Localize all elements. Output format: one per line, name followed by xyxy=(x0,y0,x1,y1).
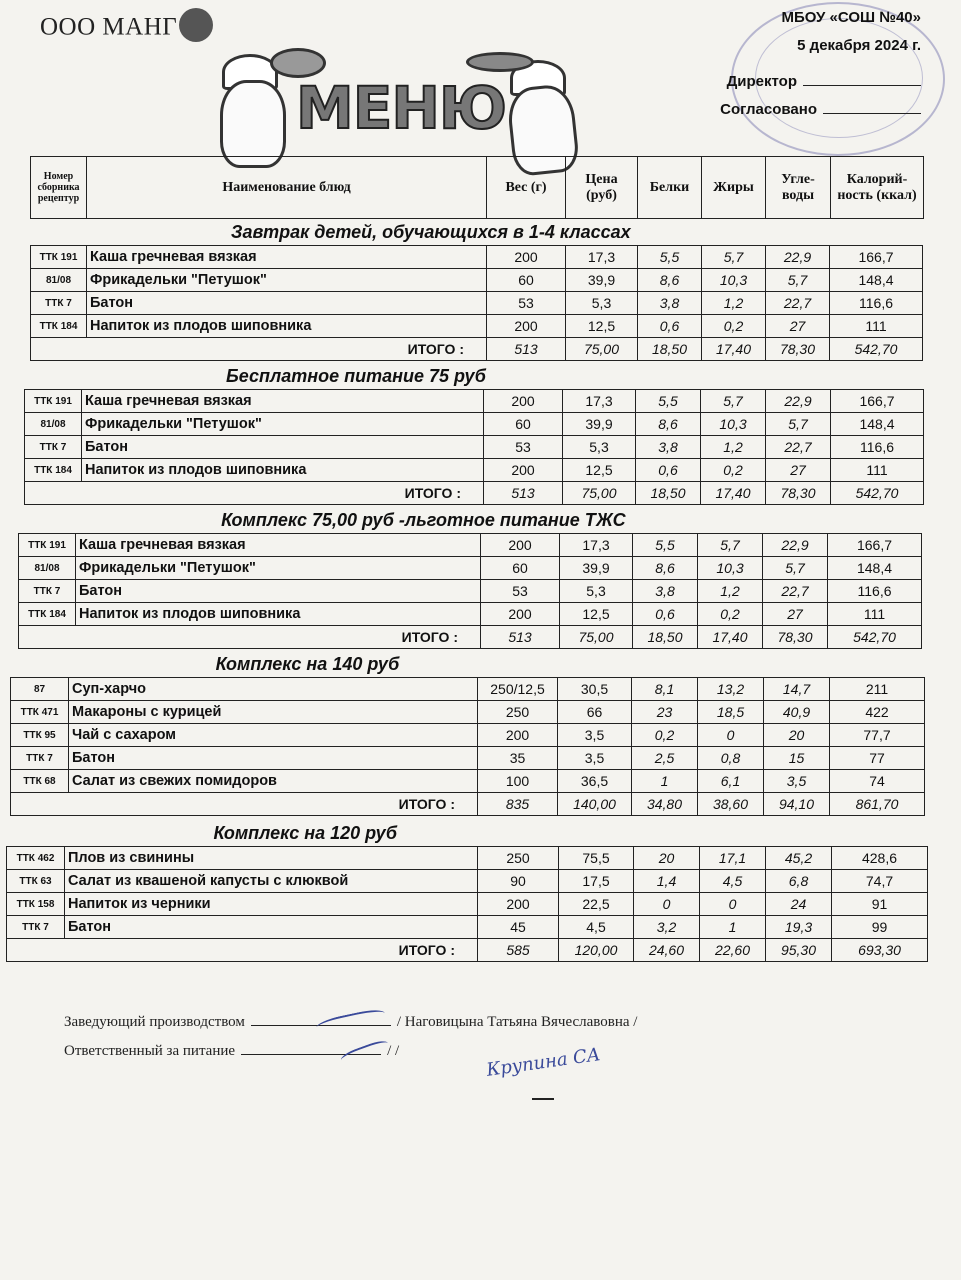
total-weight: 835 xyxy=(478,793,558,816)
recipe-code: ТТК 184 xyxy=(25,459,82,482)
dish-protein: 3,8 xyxy=(633,580,698,603)
dish-fat: 0 xyxy=(698,724,764,747)
dish-price: 17,3 xyxy=(563,390,636,413)
dish-protein: 23 xyxy=(632,701,698,724)
recipe-code: ТТК 191 xyxy=(19,534,76,557)
total-label: ИТОГО : xyxy=(19,626,481,649)
dish-fat: 1,2 xyxy=(702,292,766,315)
recipe-code: ТТК 184 xyxy=(19,603,76,626)
dish-carbs: 20 xyxy=(764,724,830,747)
dish-carbs: 22,7 xyxy=(766,436,831,459)
dish-price: 12,5 xyxy=(563,459,636,482)
section-title: Комплекс на 140 руб xyxy=(215,654,400,674)
dish-fat: 6,1 xyxy=(698,770,764,793)
dish-price: 5,3 xyxy=(566,292,638,315)
dish-protein: 8,6 xyxy=(633,557,698,580)
dish-carbs: 19,3 xyxy=(766,916,832,939)
dish-carbs: 27 xyxy=(763,603,828,626)
recipe-code: ТТК 462 xyxy=(7,847,65,870)
dish-name: Макароны с курицей xyxy=(69,701,478,724)
dish-name: Каша гречневая вязкая xyxy=(87,246,487,269)
dish-carbs: 27 xyxy=(766,459,831,482)
dish-price: 3,5 xyxy=(558,724,632,747)
table-row xyxy=(11,724,925,747)
total-price: 75,00 xyxy=(560,626,633,649)
dish-fat: 5,7 xyxy=(702,246,766,269)
total-protein: 24,60 xyxy=(634,939,700,962)
dish-kcal: 166,7 xyxy=(830,246,923,269)
director-row xyxy=(720,68,921,96)
dish-carbs: 45,2 xyxy=(766,847,832,870)
dish-name: Фрикадельки "Петушок" xyxy=(76,557,481,580)
dish-protein: 5,5 xyxy=(633,534,698,557)
approval-block xyxy=(720,4,921,124)
total-price: 75,00 xyxy=(566,338,638,361)
table-row xyxy=(7,916,928,939)
dish-fat: 10,3 xyxy=(702,269,766,292)
total-kcal: 693,30 xyxy=(832,939,928,962)
dish-carbs: 5,7 xyxy=(766,413,831,436)
total-label: ИТОГО : xyxy=(25,482,484,505)
col-carbs: Угле-воды xyxy=(766,157,831,219)
dish-fat: 4,5 xyxy=(700,870,766,893)
dish-name: Напиток из плодов шиповника xyxy=(87,315,487,338)
dish-weight: 35 xyxy=(478,747,558,770)
dish-fat: 0,2 xyxy=(701,459,766,482)
dish-weight: 60 xyxy=(487,269,566,292)
total-kcal: 542,70 xyxy=(831,482,924,505)
dish-name: Батон xyxy=(82,436,484,459)
recipe-code: 81/08 xyxy=(25,413,82,436)
col-name: Наименование блюд xyxy=(87,157,487,219)
dish-kcal: 77,7 xyxy=(830,724,925,747)
total-fat: 17,40 xyxy=(702,338,766,361)
dish-weight: 45 xyxy=(478,916,559,939)
dish-carbs: 27 xyxy=(766,315,830,338)
total-carbs: 94,10 xyxy=(764,793,830,816)
dish-price: 39,9 xyxy=(566,269,638,292)
col-fat: Жиры xyxy=(702,157,766,219)
total-weight: 513 xyxy=(481,626,560,649)
responsible-name: / / xyxy=(387,1043,400,1059)
dish-weight: 200 xyxy=(478,893,559,916)
table-row xyxy=(31,315,923,338)
dish-name: Салат из квашеной капусты с клюквой xyxy=(65,870,478,893)
dish-price: 17,3 xyxy=(560,534,633,557)
dish-kcal: 116,6 xyxy=(828,580,922,603)
table-row xyxy=(7,893,928,916)
total-row xyxy=(7,939,928,962)
total-carbs: 78,30 xyxy=(766,338,830,361)
table-row xyxy=(19,580,922,603)
dish-price: 66 xyxy=(558,701,632,724)
total-kcal: 861,70 xyxy=(830,793,925,816)
recipe-code: ТТК 7 xyxy=(19,580,76,603)
total-row xyxy=(31,338,923,361)
dish-carbs: 40,9 xyxy=(764,701,830,724)
col-weight: Вес (г) xyxy=(487,157,566,219)
total-carbs: 78,30 xyxy=(763,626,828,649)
dish-kcal: 91 xyxy=(832,893,928,916)
dish-protein: 8,6 xyxy=(636,413,701,436)
production-label: Заведующий производством xyxy=(64,1014,245,1030)
recipe-code: ТТК 191 xyxy=(25,390,82,413)
table-row xyxy=(25,436,924,459)
dish-fat: 17,1 xyxy=(700,847,766,870)
dish-kcal: 422 xyxy=(830,701,925,724)
dish-carbs: 6,8 xyxy=(766,870,832,893)
dish-protein: 0 xyxy=(634,893,700,916)
section-table xyxy=(10,677,925,816)
dish-fat: 1,2 xyxy=(698,580,763,603)
dish-carbs: 22,9 xyxy=(763,534,828,557)
total-label: ИТОГО : xyxy=(7,939,478,962)
dish-carbs: 14,7 xyxy=(764,678,830,701)
total-kcal: 542,70 xyxy=(828,626,922,649)
dish-name: Чай с сахаром xyxy=(69,724,478,747)
dish-kcal: 166,7 xyxy=(828,534,922,557)
dish-fat: 1 xyxy=(700,916,766,939)
dish-protein: 3,8 xyxy=(636,436,701,459)
dish-kcal: 148,4 xyxy=(830,269,923,292)
dish-price: 5,3 xyxy=(560,580,633,603)
agreed-signature-line xyxy=(823,113,921,114)
section-title: Бесплатное питание 75 руб xyxy=(226,366,486,386)
dish-name: Плов из свинины xyxy=(65,847,478,870)
dish-kcal: 148,4 xyxy=(828,557,922,580)
director-label: Директор xyxy=(726,73,797,90)
dish-kcal: 116,6 xyxy=(830,292,923,315)
dish-name: Салат из свежих помидоров xyxy=(69,770,478,793)
dish-protein: 0,6 xyxy=(638,315,702,338)
table-row xyxy=(19,603,922,626)
handwritten-note: Крупина СА xyxy=(485,1044,602,1081)
dish-carbs: 22,9 xyxy=(766,246,830,269)
section-table xyxy=(18,533,922,649)
menu-title: МЕНЮ xyxy=(296,74,506,142)
recipe-code: 81/08 xyxy=(31,269,87,292)
dish-carbs: 5,7 xyxy=(763,557,828,580)
dish-protein: 8,1 xyxy=(632,678,698,701)
recipe-code: ТТК 68 xyxy=(11,770,69,793)
school-name: МБОУ «СОШ №40» xyxy=(781,9,921,26)
total-label: ИТОГО : xyxy=(31,338,487,361)
dish-name: Батон xyxy=(69,747,478,770)
director-signature-line xyxy=(803,85,921,86)
dish-name: Каша гречневая вязкая xyxy=(82,390,484,413)
dish-fat: 10,3 xyxy=(698,557,763,580)
dish-protein: 5,5 xyxy=(636,390,701,413)
col-kcal: Калорий-ность (ккал) xyxy=(831,157,924,219)
dish-protein: 8,6 xyxy=(638,269,702,292)
dish-name: Напиток из плодов шиповника xyxy=(82,459,484,482)
dish-carbs: 5,7 xyxy=(766,269,830,292)
dish-fat: 5,7 xyxy=(701,390,766,413)
recipe-code: ТТК 95 xyxy=(11,724,69,747)
dish-name: Каша гречневая вязкая xyxy=(76,534,481,557)
dish-name: Батон xyxy=(87,292,487,315)
dish-weight: 53 xyxy=(487,292,566,315)
recipe-code: ТТК 7 xyxy=(31,292,87,315)
dish-price: 39,9 xyxy=(560,557,633,580)
table-row xyxy=(25,390,924,413)
recipe-code: 81/08 xyxy=(19,557,76,580)
section-title: Комплекс 75,00 руб -льготное питание ТЖС xyxy=(221,510,626,530)
dish-name: Батон xyxy=(76,580,481,603)
recipe-code: ТТК 7 xyxy=(7,916,65,939)
dish-weight: 53 xyxy=(481,580,560,603)
dish-weight: 200 xyxy=(481,603,560,626)
recipe-code: 87 xyxy=(11,678,69,701)
dish-weight: 200 xyxy=(487,246,566,269)
dish-fat: 10,3 xyxy=(701,413,766,436)
dish-weight: 53 xyxy=(484,436,563,459)
dash-mark xyxy=(532,1098,554,1100)
recipe-code: ТТК 471 xyxy=(11,701,69,724)
dish-price: 36,5 xyxy=(558,770,632,793)
dish-fat: 5,7 xyxy=(698,534,763,557)
dish-fat: 0,2 xyxy=(702,315,766,338)
dish-price: 3,5 xyxy=(558,747,632,770)
dish-weight: 200 xyxy=(484,459,563,482)
pizza-icon xyxy=(466,52,534,72)
dish-price: 5,3 xyxy=(563,436,636,459)
dish-fat: 0 xyxy=(700,893,766,916)
dish-fat: 0,8 xyxy=(698,747,764,770)
dish-protein: 0,2 xyxy=(632,724,698,747)
recipe-code: ТТК 158 xyxy=(7,893,65,916)
recipe-code: ТТК 7 xyxy=(11,747,69,770)
dish-name: Фрикадельки "Петушок" xyxy=(82,413,484,436)
recipe-code: ТТК 7 xyxy=(25,436,82,459)
dish-name: Напиток из плодов шиповника xyxy=(76,603,481,626)
dish-weight: 100 xyxy=(478,770,558,793)
menu-header-table xyxy=(30,156,924,219)
dish-price: 75,5 xyxy=(559,847,634,870)
dish-protein: 0,6 xyxy=(636,459,701,482)
total-label: ИТОГО : xyxy=(11,793,478,816)
total-row xyxy=(25,482,924,505)
total-row xyxy=(19,626,922,649)
dish-protein: 3,8 xyxy=(638,292,702,315)
total-protein: 34,80 xyxy=(632,793,698,816)
dish-weight: 250 xyxy=(478,701,558,724)
dish-kcal: 111 xyxy=(831,459,924,482)
dish-kcal: 74,7 xyxy=(832,870,928,893)
table-row xyxy=(31,246,923,269)
dish-name: Суп-харчо xyxy=(69,678,478,701)
col-code: Номер сборника рецептур xyxy=(31,157,87,219)
dish-kcal: 99 xyxy=(832,916,928,939)
total-weight: 513 xyxy=(487,338,566,361)
table-row xyxy=(19,534,922,557)
dish-weight: 60 xyxy=(481,557,560,580)
agreed-label: Согласовано xyxy=(720,101,817,118)
table-row xyxy=(25,459,924,482)
section-table xyxy=(6,846,928,962)
total-fat: 17,40 xyxy=(701,482,766,505)
dish-weight: 60 xyxy=(484,413,563,436)
table-row xyxy=(7,870,928,893)
chef-left-icon xyxy=(220,80,286,168)
dish-weight: 200 xyxy=(484,390,563,413)
dish-price: 12,5 xyxy=(566,315,638,338)
recipe-code: ТТК 191 xyxy=(31,246,87,269)
total-fat: 38,60 xyxy=(698,793,764,816)
brand-mark-icon xyxy=(179,8,213,42)
total-weight: 513 xyxy=(484,482,563,505)
recipe-code: ТТК 63 xyxy=(7,870,65,893)
dish-name: Фрикадельки "Петушок" xyxy=(87,269,487,292)
total-price: 75,00 xyxy=(563,482,636,505)
dish-protein: 1 xyxy=(632,770,698,793)
dish-weight: 200 xyxy=(487,315,566,338)
dish-weight: 90 xyxy=(478,870,559,893)
total-fat: 17,40 xyxy=(698,626,763,649)
dish-fat: 18,5 xyxy=(698,701,764,724)
production-signature-icon xyxy=(315,1007,387,1037)
production-name: / Наговицына Татьяна Вячеславовна / xyxy=(396,1014,638,1030)
approval-date: 5 декабря 2024 г. xyxy=(797,37,921,54)
dish-kcal: 77 xyxy=(830,747,925,770)
dish-price: 39,9 xyxy=(563,413,636,436)
dish-carbs: 24 xyxy=(766,893,832,916)
table-row xyxy=(11,701,925,724)
section-table xyxy=(24,389,924,505)
brand-text: ООО МАНГ xyxy=(40,13,178,41)
total-carbs: 78,30 xyxy=(766,482,831,505)
dish-kcal: 166,7 xyxy=(831,390,924,413)
total-fat: 22,60 xyxy=(700,939,766,962)
col-price: Цена (руб) xyxy=(566,157,638,219)
total-weight: 585 xyxy=(478,939,559,962)
dish-carbs: 22,9 xyxy=(766,390,831,413)
dish-fat: 0,2 xyxy=(698,603,763,626)
dish-fat: 1,2 xyxy=(701,436,766,459)
dish-kcal: 428,6 xyxy=(832,847,928,870)
dish-price: 22,5 xyxy=(559,893,634,916)
dish-fat: 13,2 xyxy=(698,678,764,701)
dish-price: 17,5 xyxy=(559,870,634,893)
total-price: 140,00 xyxy=(558,793,632,816)
dish-weight: 250 xyxy=(478,847,559,870)
dish-carbs: 22,7 xyxy=(763,580,828,603)
dish-protein: 0,6 xyxy=(633,603,698,626)
table-row xyxy=(11,770,925,793)
table-row xyxy=(31,269,923,292)
table-row xyxy=(25,413,924,436)
section-title: Комплекс на 120 руб xyxy=(213,823,398,843)
responsible-label: Ответственный за питание xyxy=(64,1043,236,1059)
dish-kcal: 111 xyxy=(830,315,923,338)
table-row xyxy=(11,747,925,770)
dish-carbs: 3,5 xyxy=(764,770,830,793)
brand-logo xyxy=(40,12,213,46)
dish-name: Батон xyxy=(65,916,478,939)
total-kcal: 542,70 xyxy=(830,338,923,361)
dish-protein: 20 xyxy=(634,847,700,870)
dish-carbs: 15 xyxy=(764,747,830,770)
dish-name: Напиток из черники xyxy=(65,893,478,916)
table-row xyxy=(7,847,928,870)
dish-price: 30,5 xyxy=(558,678,632,701)
table-row xyxy=(11,678,925,701)
section-title: Завтрак детей, обучающихся в 1-4 классах xyxy=(230,222,631,242)
dish-kcal: 148,4 xyxy=(831,413,924,436)
table-row xyxy=(31,292,923,315)
dish-kcal: 111 xyxy=(828,603,922,626)
total-row xyxy=(11,793,925,816)
dish-protein: 1,4 xyxy=(634,870,700,893)
total-protein: 18,50 xyxy=(638,338,702,361)
dish-protein: 5,5 xyxy=(638,246,702,269)
total-carbs: 95,30 xyxy=(766,939,832,962)
dish-protein: 3,2 xyxy=(634,916,700,939)
dish-weight: 200 xyxy=(481,534,560,557)
agreed-row xyxy=(720,96,921,124)
dish-price: 4,5 xyxy=(559,916,634,939)
total-protein: 18,50 xyxy=(633,626,698,649)
dish-kcal: 116,6 xyxy=(831,436,924,459)
dish-carbs: 22,7 xyxy=(766,292,830,315)
total-price: 120,00 xyxy=(559,939,634,962)
dish-weight: 250/12,5 xyxy=(478,678,558,701)
col-protein: Белки xyxy=(638,157,702,219)
dish-weight: 200 xyxy=(478,724,558,747)
section-table xyxy=(30,245,923,361)
dish-price: 17,3 xyxy=(566,246,638,269)
recipe-code: ТТК 184 xyxy=(31,315,87,338)
dish-protein: 2,5 xyxy=(632,747,698,770)
table-row xyxy=(19,557,922,580)
dish-kcal: 74 xyxy=(830,770,925,793)
total-protein: 18,50 xyxy=(636,482,701,505)
dish-kcal: 211 xyxy=(830,678,925,701)
dish-price: 12,5 xyxy=(560,603,633,626)
